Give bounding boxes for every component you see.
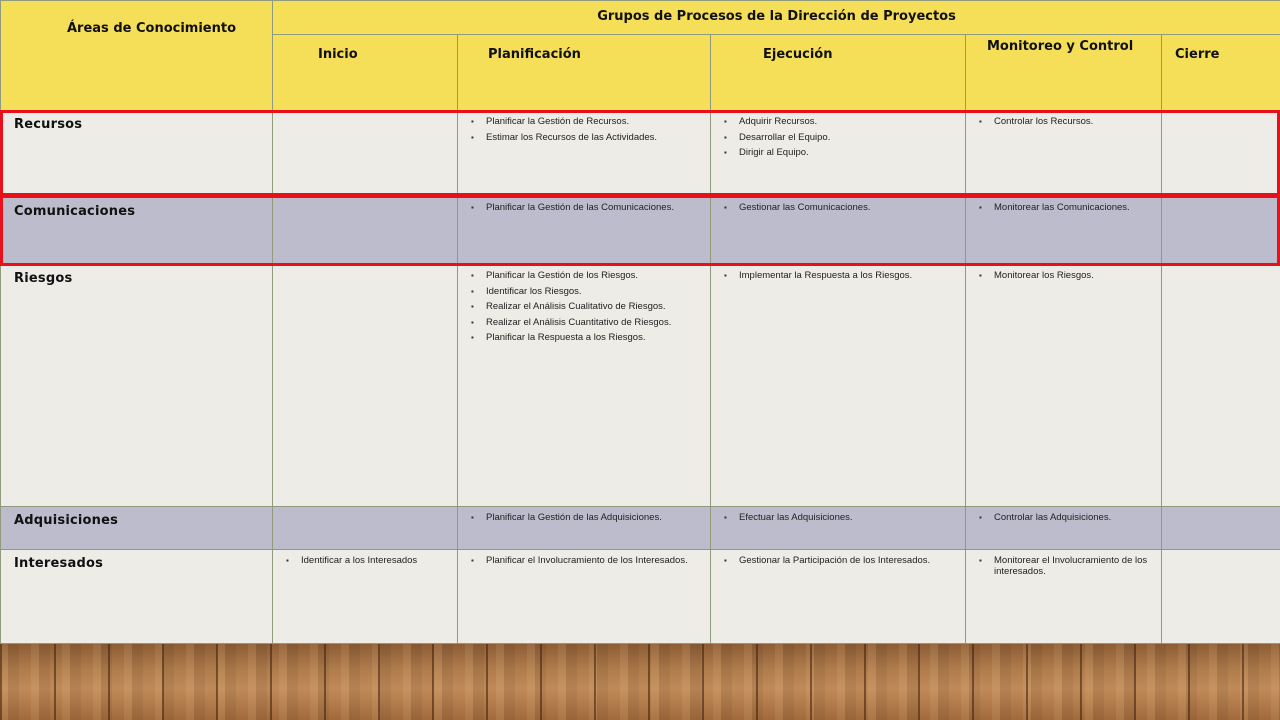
cell-cierre	[1162, 197, 1280, 265]
process-item: ▪ Gestionar la Participación de los Interesados.	[739, 555, 959, 566]
process-item: ▪ Implementar la Respuesta a los Riesgos.	[739, 270, 959, 281]
header-col-cierre	[1162, 35, 1280, 111]
cell-planificacion	[458, 507, 711, 550]
process-item: ▪ Planificar la Gestión de las Adquisiciones.	[486, 512, 704, 523]
process-list	[966, 550, 1161, 577]
process-list	[1162, 111, 1280, 116]
col-label-monitoreo: Monitoreo y Control	[987, 39, 1134, 54]
header-col-monitoreo	[966, 35, 1162, 111]
cell-ejecucion	[711, 265, 966, 507]
col-label-cierre: Cierre	[1175, 47, 1220, 62]
process-list	[711, 507, 965, 523]
process-item: ▪ Dirigir al Equipo.	[739, 147, 959, 158]
process-item: ▪ Desarrollar el Equipo.	[739, 132, 959, 143]
process-item: ▪ Efectuar las Adquisiciones.	[739, 512, 959, 523]
process-item: ▪ Monitorear las Comunicaciones.	[994, 202, 1155, 213]
cell-ejecucion	[711, 111, 966, 197]
area-name: Interesados	[14, 556, 104, 571]
cell-inicio	[273, 197, 458, 265]
process-item: ▪ Gestionar las Comunicaciones.	[739, 202, 959, 213]
process-item: ▪ Planificar la Gestión de los Riesgos.	[486, 270, 704, 281]
process-list	[273, 507, 457, 512]
area-cell	[1, 111, 273, 197]
header-row-top	[1, 1, 1280, 35]
row-interesados	[1, 550, 1280, 644]
wooden-floor	[0, 642, 1280, 720]
process-list	[273, 550, 457, 566]
cell-cierre	[1162, 507, 1280, 550]
process-item: ▪ Monitorear los Riesgos.	[994, 270, 1155, 281]
header-col-inicio	[273, 35, 458, 111]
cell-planificacion	[458, 265, 711, 507]
row-riesgos	[1, 265, 1280, 507]
cell-planificacion	[458, 111, 711, 197]
process-item: ▪ Realizar el Análisis Cuantitativo de Riesgos.	[486, 317, 704, 328]
process-list	[711, 111, 965, 158]
area-cell	[1, 197, 273, 265]
process-item: ▪ Planificar la Gestión de Recursos.	[486, 116, 704, 127]
cell-inicio	[273, 507, 458, 550]
process-list	[711, 197, 965, 213]
cell-monitoreo	[966, 111, 1162, 197]
area-name: Adquisiciones	[14, 513, 119, 528]
process-item: ▪ Controlar los Recursos.	[994, 116, 1155, 127]
process-item: ▪ Identificar a los Interesados	[301, 555, 451, 566]
area-name: Comunicaciones	[14, 204, 136, 219]
process-list	[966, 111, 1161, 127]
process-item: ▪ Controlar las Adquisiciones.	[994, 512, 1155, 523]
process-item: ▪ Realizar el Análisis Cualitativo de Riesgos.	[486, 301, 704, 312]
cell-ejecucion	[711, 507, 966, 550]
cell-cierre	[1162, 111, 1280, 197]
process-item: ▪ Monitorear el Involucramiento de los interesados.	[994, 555, 1155, 577]
process-list	[458, 550, 710, 566]
area-name: Recursos	[14, 117, 83, 132]
process-list	[1162, 550, 1280, 555]
cell-monitoreo	[966, 197, 1162, 265]
process-list	[273, 265, 457, 270]
cell-inicio	[273, 265, 458, 507]
process-list	[966, 507, 1161, 523]
col-label-planificacion: Planificación	[488, 47, 581, 62]
process-list	[1162, 265, 1280, 270]
process-list	[966, 265, 1161, 281]
process-list	[458, 111, 710, 143]
process-list	[458, 265, 710, 343]
area-cell	[1, 507, 273, 550]
header-col-ejecucion	[711, 35, 966, 111]
process-list	[1162, 507, 1280, 512]
header-col-planificacion	[458, 35, 711, 111]
area-cell	[1, 550, 273, 644]
cell-inicio	[273, 550, 458, 644]
cell-monitoreo	[966, 507, 1162, 550]
process-list	[966, 197, 1161, 213]
cell-ejecucion	[711, 550, 966, 644]
col-label-inicio: Inicio	[318, 47, 358, 62]
header-area-label: Áreas de Conocimiento	[67, 21, 237, 36]
cell-planificacion	[458, 550, 711, 644]
cell-monitoreo	[966, 550, 1162, 644]
process-list	[458, 507, 710, 523]
process-list	[1162, 197, 1280, 202]
header-group-title: Grupos de Procesos de la Dirección de Proyectos	[597, 9, 956, 24]
process-item: ▪ Identificar los Riesgos.	[486, 286, 704, 297]
area-cell	[1, 265, 273, 507]
process-list	[711, 550, 965, 566]
process-list	[458, 197, 710, 213]
cell-inicio	[273, 111, 458, 197]
header-group-cell	[273, 1, 1280, 35]
process-list	[273, 197, 457, 202]
process-item: ▪ Estimar los Recursos de las Actividades.	[486, 132, 704, 143]
row-comunicaciones	[1, 197, 1280, 265]
cell-ejecucion	[711, 197, 966, 265]
row-adquisiciones	[1, 507, 1280, 550]
cell-monitoreo	[966, 265, 1162, 507]
process-list	[711, 265, 965, 281]
process-item: ▪ Adquirir Recursos.	[739, 116, 959, 127]
header-area-cell	[1, 1, 273, 111]
area-name: Riesgos	[14, 271, 73, 286]
process-item: ▪ Planificar el Involucramiento de los Interesados.	[486, 555, 704, 566]
row-recursos	[1, 111, 1280, 197]
cell-planificacion	[458, 197, 711, 265]
cell-cierre	[1162, 265, 1280, 507]
process-list	[273, 111, 457, 116]
cell-cierre	[1162, 550, 1280, 644]
process-item: ▪ Planificar la Gestión de las Comunicaciones.	[486, 202, 704, 213]
col-label-ejecucion: Ejecución	[763, 47, 833, 62]
process-item: ▪ Planificar la Respuesta a los Riesgos.	[486, 332, 704, 343]
